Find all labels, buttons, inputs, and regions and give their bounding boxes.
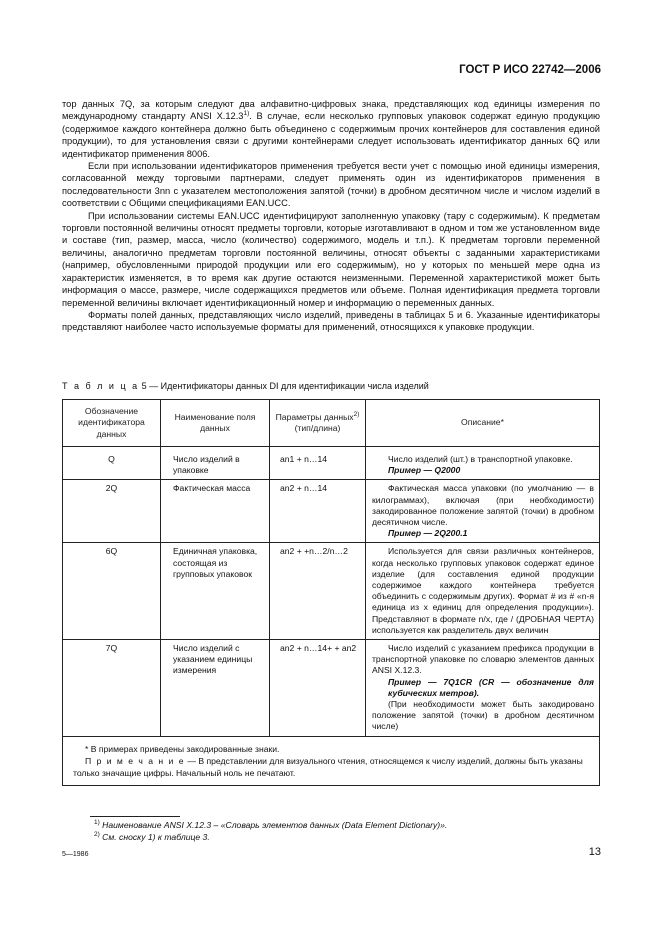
- page-number: 13: [588, 846, 601, 858]
- table-note: П р и м е ч а н и е — В представлении для визуального чтения, относящемся к числу изделий, должны быть указаны только значащие цифры. Начальный ноль не печатают.: [73, 755, 583, 778]
- table-caption: Т а б л и ц а 5 — Идентификаторы данных DI для идентификации числа изделий: [62, 381, 429, 391]
- table-row: 7Q Число изделий с указанием единицы измерения an2 + n…14+ + an2 Число изделий с указанием префикса продукции в транспортной упаковке по словарю элементов данных ANSI X.12.3. Пример — 7Q1CR (CR — обозначение для кубических метров). (При необходимости может быть закодировано положение запятой (точки) в дробном десятичном числе): [63, 640, 600, 737]
- header-description: Описание*: [366, 400, 600, 447]
- footnote-1: $^{1)}$ Наименование ANSI X.12.3 – «Словарь элементов данных (Data Element Dictionary)».: [94, 819, 448, 830]
- footnote-rule: [90, 816, 180, 817]
- table-header-row: [63, 400, 600, 447]
- footnote-2: $^{2)}$ См. сноску 1) к таблице 3.: [94, 831, 210, 842]
- table-row: Q Число изделий в упаковке an1 + n…14 Число изделий (шт.) в транспортной упаковке. Пример — Q2000: [63, 447, 600, 480]
- identifiers-table: [62, 399, 600, 786]
- header-field-name: Наименование поля данных: [161, 400, 270, 447]
- paragraph-4: Форматы полей данных, представляющих число изделий, приведены в таблицах 5 и 6. Указанные идентификаторы представляют наиболее часто используемые форматы для применений, относящихся к упаковке продукции.: [62, 309, 600, 333]
- table-notes-row: [63, 736, 600, 785]
- table-note-star: * В примерах приведены закодированные знаки.: [85, 743, 280, 754]
- header-identifier: Обозначение идентификатора данных: [63, 400, 161, 447]
- table-row: 6Q Единичная упаковка, состоящая из групповых упаковок an2 + +n…2/n…2 Используется для связи различных контейнеров, когда несколько групповых упаковок содержат единое изделие (для составления единой продукции содержимое каждого контейнера требуется объединить с содержимым других). Формат # из # «n-я единица из х единиц для определения продукции»). Представляют в формате n/x, где / (ДРОБНАЯ ЧЕРТА) используется как разделитель двух величин: [63, 543, 600, 640]
- footer-code: 5—1986: [62, 851, 89, 858]
- document-header: ГОСТ Р ИСО 22742—2006: [459, 64, 601, 76]
- paragraph-2: Если при использовании идентификаторов применения требуется вести учет с помощью иной единицы измерения, согласованной между торговыми партнерами, следует применять один из идентификаторов применения в последовательности 3nn с указателем местоположения запятой (точки) в дробном десятичном числе и числом изделий в соответствии с Общими спецификациями EAN.UCC.: [62, 161, 600, 209]
- paragraph-3: При использовании системы EAN.UCC идентифицируют заполненную упаковку (тару с содержимым). К предметам торговли постоянной величины относят предметы торговли, которые изготавливают в одном и том же установленном виде и составе (тип, размер, масса, число (количество) содержимого, модель и т.п.). К предметам торговли переменной величины, аналогично предметам торговли постоянной величины, относят объекты с заданными характеристиками (например, обусловленными природой продукции или его содержимым), но у которых по меньшей мере одна из характеристик изменяется, в то время как другие остаются неизменными. Переменной характеристикой может быть информация о массе, размере, числе содержащихся предметов или объеме. Полная идентификация предмета торговли переменной величины включает идентификационный номер и информацию о переменных данных.: [62, 210, 600, 308]
- paragraph-1: тор данных 7Q, за которым следуют два алфавитно-цифровых знака, представляющих код единицы измерения по международному стандарту ANSI X.12.3$^{1)}$. В случае, если несколько групповых упаковок содержат единую продукцию (содержимое каждого контейнера должно быть объединено с содержимым прочих контейнеров для составления единой продукции), то для установления связи с другими контейнерами следует использовать идентификатор данных 6Q или идентификатор применения 8006.: [62, 99, 600, 159]
- table-row: 2Q Фактическая масса an2 + n…14 Фактическая масса упаковки (по умолчанию — в килограммах), включая (при необходимости) закодированное положение запятой (точки) в дробном десятичном числе. Пример — 2Q200.1: [63, 480, 600, 543]
- body-text: [62, 98, 600, 334]
- footnote-ref: 1): [243, 110, 250, 118]
- header-params: Параметры данных$^{2)}$ (тип/длина): [270, 400, 366, 447]
